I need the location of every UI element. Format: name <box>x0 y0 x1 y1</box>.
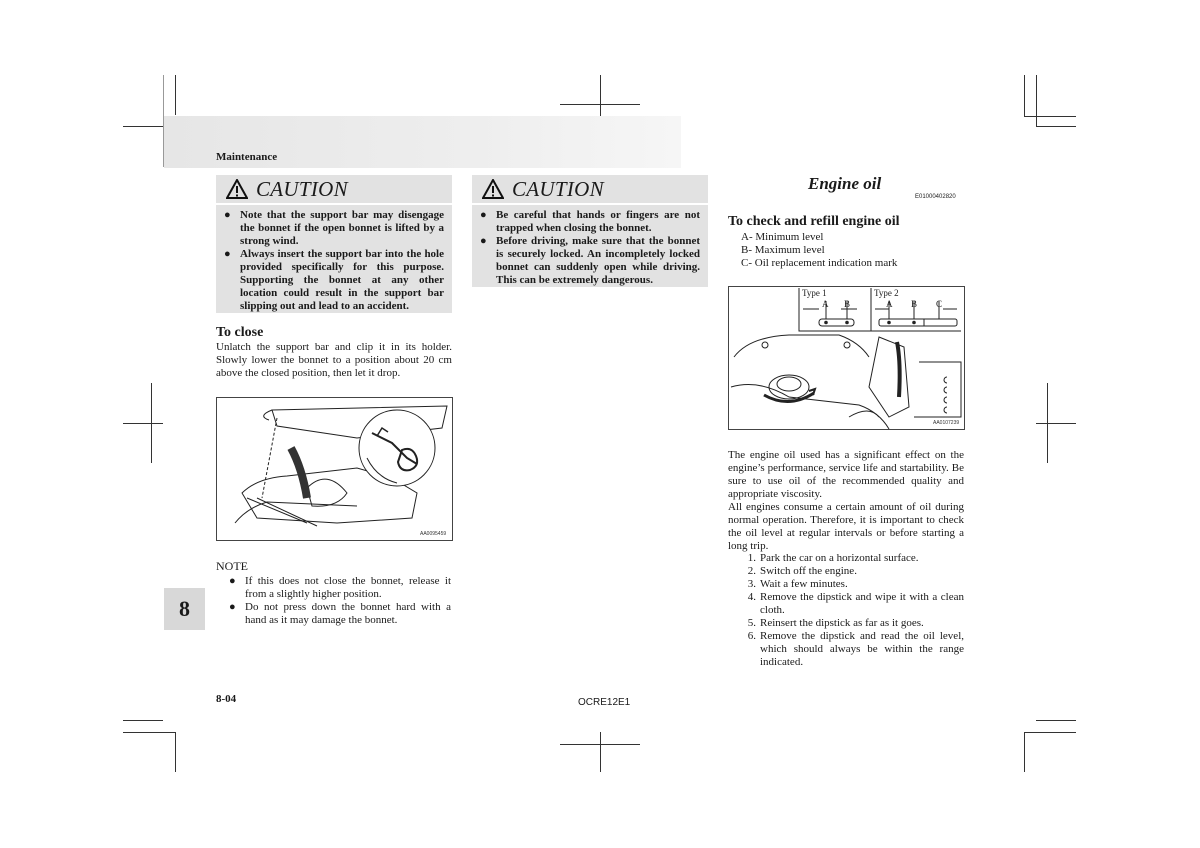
mark-c-type2: C <box>936 299 943 309</box>
crop-mark <box>151 383 152 463</box>
list-item: ● Before driving, make sure that the bonnet is securely locked. An incompletely locked bonnet can suddenly open while driving. This can be extremely dangerous. <box>480 235 700 286</box>
caution-title: CAUTION <box>512 176 604 201</box>
warning-triangle-icon <box>482 179 504 199</box>
caution-box-middle <box>472 175 708 287</box>
bullet-icon: ● <box>229 601 236 613</box>
bullet-icon: ● <box>224 248 231 260</box>
crop-mark <box>1024 732 1076 733</box>
list-item: ● Do not press down the bonnet hard with a hand as it may damage the bonnet. <box>229 601 451 626</box>
to-close-heading: To close <box>216 325 264 340</box>
engine-oil-paragraph-1: The engine oil used has a significant effect on the engine’s performance, service life and startability. Be sure to use oil of the recommended quality and appropriate viscosity. <box>728 449 964 500</box>
list-item: 2. Switch off the engine. <box>747 565 857 577</box>
warning-triangle-icon <box>226 179 248 199</box>
list-item: 3. Wait a few minutes. <box>747 578 848 590</box>
crop-mark <box>123 126 163 127</box>
document-code: OCRE12E1 <box>578 697 631 708</box>
crop-mark <box>123 720 163 721</box>
list-item: ● If this does not close the bonnet, release it from a slightly higher position. <box>229 575 451 600</box>
crop-mark <box>1024 116 1076 117</box>
legend-item-a: A- Minimum level <box>741 231 824 243</box>
list-item: 1. Park the car on a horizontal surface. <box>747 552 919 564</box>
dipstick-figure <box>728 286 965 430</box>
engine-oil-paragraph-2: All engines consume a certain amount of oil during normal operation. Therefore, it is important to check the oil level at regular intervals or before starting a long trip. <box>728 501 964 552</box>
list-item: ● Always insert the support bar into the hole provided specifically for this purpose. Supporting the bonnet at any other location could result in the support bar slipping out and lead to an accident. <box>224 248 444 312</box>
oil-legend <box>741 231 897 270</box>
type2-label: Type 2 <box>874 288 899 298</box>
bullet-icon: ● <box>480 235 487 247</box>
crop-mark <box>1024 75 1025 117</box>
engine-bay-illustration <box>729 287 964 429</box>
list-item: 5. Reinsert the dipstick as far as it goes. <box>747 617 924 629</box>
mark-b-type1: B <box>844 299 851 309</box>
type1-label: Type 1 <box>802 288 827 298</box>
crop-mark <box>1024 732 1025 772</box>
figure-code: AA0107239 <box>933 420 960 426</box>
crop-mark <box>123 732 175 733</box>
check-oil-heading: To check and refill engine oil <box>728 214 900 229</box>
legend-item-c: C- Oil replacement indication mark <box>741 257 898 269</box>
note-label: NOTE <box>216 559 248 573</box>
crop-mark <box>1036 423 1076 424</box>
caution-title: CAUTION <box>256 176 348 201</box>
page-number: 8-04 <box>216 693 237 705</box>
engine-oil-code: E01000402820 <box>915 194 956 200</box>
crop-mark <box>1036 75 1037 127</box>
mark-b-type2: B <box>911 299 918 309</box>
mark-a-type1: A <box>822 299 829 309</box>
bullet-icon: ● <box>224 209 231 221</box>
engine-oil-title: Engine oil <box>808 174 882 193</box>
list-item: 6. Remove the dipstick and read the oil level, which should always be within the range indicated. <box>747 630 964 668</box>
note-list <box>229 575 451 627</box>
crop-mark <box>175 732 176 772</box>
bullet-icon: ● <box>480 209 487 221</box>
caution-body <box>216 205 452 317</box>
crop-mark <box>1047 383 1048 463</box>
caution-header <box>472 175 708 205</box>
bullet-icon: ● <box>229 575 236 587</box>
crop-mark <box>123 423 163 424</box>
legend-item-b: B- Maximum level <box>741 244 825 256</box>
mark-a-type2: A <box>886 299 893 309</box>
caution-box-left <box>216 175 452 313</box>
bonnet-support-figure <box>216 397 453 541</box>
crop-mark <box>175 75 176 115</box>
crop-mark <box>600 732 601 772</box>
figure-code: AA0095459 <box>420 531 447 537</box>
bonnet-illustration <box>217 398 452 540</box>
crop-mark <box>1036 126 1076 127</box>
list-item: ● Note that the support bar may disengage the bonnet if the open bonnet is lifted by a strong wind. <box>224 209 444 247</box>
list-item: 4. Remove the dipstick and wipe it with a clean cloth. <box>747 591 964 616</box>
caution-header <box>216 175 452 205</box>
crop-mark <box>560 104 640 105</box>
list-item: ● Be careful that hands or fingers are not trapped when closing the bonnet. <box>480 209 700 234</box>
oil-check-steps <box>728 552 964 669</box>
section-title: Maintenance <box>216 151 278 163</box>
crop-mark <box>560 744 640 745</box>
crop-mark <box>1036 720 1076 721</box>
chapter-tab: 8 <box>164 588 205 630</box>
to-close-text: Unlatch the support bar and clip it in its holder. Slowly lower the bonnet to a position about 20 cm above the closed position, then let it drop. <box>216 341 452 379</box>
caution-body <box>472 205 708 291</box>
